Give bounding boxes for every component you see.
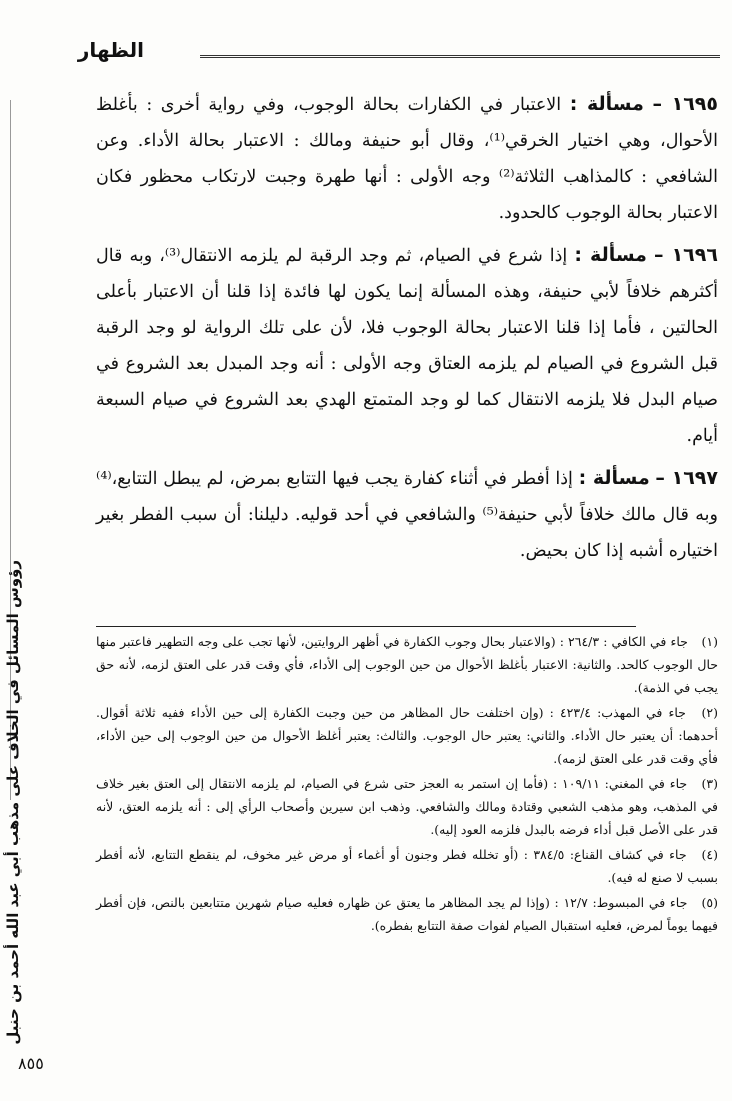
footnote-text: جاء في المبسوط: ١٢/٧ : (وإذا لم يجد المظاهر ما يعتق عن ظهاره فعليه صيام شهرين متتابعين بالنص، فإن أفطر فيهما يوماً لمرض، فعليه استقبال الصيام لفوات صفة التتابع بفطره). xyxy=(96,895,718,933)
footnote-text: جاء في المغني: ١٠٩/١١ : (فأما إن استمر به العجز حتى شرع في الصيام، لم يلزمه الانتقال إلى العتق بغير خلاف في المذهب، وهو مذهب الشعبي وقتادة ومالك والشافعي. وذهب ابن سيرين وأصحاب الرأي إلى : أنه يلزمه العتق، لأنه قدر على الأصل قبل أداء فرضه بالبدل فلزمه العود إليه). xyxy=(96,776,718,837)
issue-label: مسألة : xyxy=(569,93,644,115)
footnote-number: (٤) xyxy=(701,847,718,862)
footnote-number: (٣) xyxy=(701,776,718,791)
footnote-1 xyxy=(96,630,718,699)
footnote-separator xyxy=(96,626,636,627)
page-number: ٨٥٥ xyxy=(18,1054,44,1073)
footnote-number: (١) xyxy=(701,634,718,649)
footnote-number: (٢) xyxy=(701,705,718,720)
issue-1695 xyxy=(96,86,718,231)
chapter-title: الظهار xyxy=(77,38,144,62)
footnotes xyxy=(96,630,718,939)
issue-text: الاعتبار في الكفارات بحالة الوجوب، وفي رواية أخرى : بأغلظ الأحوال، وهي اختيار الخرقي⁽¹⁾، وقال أبو حنيفة ومالك : الاعتبار بحالة الأداء. وعن الشافعي : كالمذاهب الثلاثة⁽²⁾ وجه الأولى : أنها طهرة وجبت لارتكاب محظور فكان الاعتبار بحالة الوجوب كالحدود. xyxy=(96,95,718,223)
header-rule xyxy=(200,55,720,58)
issue-label: مسألة : xyxy=(574,244,647,266)
footnote-2 xyxy=(96,701,718,770)
footnote-5 xyxy=(96,891,718,937)
issue-1696 xyxy=(96,237,718,454)
issue-number: ١٦٩٦ – xyxy=(653,244,718,266)
footnote-number: (٥) xyxy=(701,895,718,910)
book-title-vertical: رؤوس المسائل في الخلاف على مذهب أبي عبد الله أحمد بن حنبل xyxy=(4,560,22,1045)
issue-label: مسألة : xyxy=(578,467,650,489)
footnote-3 xyxy=(96,772,718,841)
footnote-text: جاء في المهذب: ٤٢٣/٤ : (وإن اختلفت حال المظاهر من حين وجبت الكفارة إلى حين الأداء ففيه ثلاثة أقوال. أحدهما: أن يعتبر حال الأداء. والثاني: يعتبر حال الوجوب. والثالث: يعتبر أغلظ الأحوال من حين الوجوب إلى حين الأداء، فأي وقت قدر على العتق لزمه). xyxy=(96,705,718,766)
footnote-text: جاء في كشاف القناع: ٣٨٤/٥ : (أو تخلله فطر وجنون أو أغماء أو مرض غير مخوف، لم ينقطع التتابع، لأنه أفطر بسبب لا صنع له فيه). xyxy=(96,847,718,885)
issue-text: إذا شرع في الصيام، ثم وجد الرقبة لم يلزمه الانتقال⁽³⁾، وبه قال أكثرهم خلافاً لأبي حنيفة، وهذه المسألة إنما يكون لها فائدة إذا قلنا أن الاعتبار بأعلى الحالتين ، فأما إذا قلنا الاعتبار بحالة الوجوب فلا، لأن على تلك الرواية لو وجد الرقبة قبل الشروع في الصيام لم يلزمه العتاق وجه الأولى : أنه وجد المبدل بعد الشروع في صيام البدل فلا يلزمه الانتقال كما لو وجد المتمتع الهدي بعد الشروع في صيام السبعة أيام. xyxy=(96,246,718,446)
footnote-4 xyxy=(96,843,718,889)
issue-1697 xyxy=(96,460,718,569)
footnote-text: جاء في الكافي : ٢٦٤/٣ : (والاعتبار بحال وجوب الكفارة في أظهر الروايتين، لأنها تجب على وجه التطهير فاعتبر منها حال الوجوب كالحد. والثانية: الاعتبار بأغلظ الأحوال من حين الوجوب إلى الأداء، فأي وقت قدر على العتق لزمه، لأنه حق يجب في الذمة). xyxy=(96,634,718,695)
issue-number: ١٦٩٧ – xyxy=(655,467,718,489)
issue-text: إذا أفطر في أثناء كفارة يجب فيها التتابع بمرض، لم يبطل التتابع،⁽⁴⁾ وبه قال مالك خلافاً لأبي حنيفة⁽⁵⁾ والشافعي في أحد قوليه. دليلنا: أن سبب الفطر بغير اختياره أشبه إذا كان بحيض. xyxy=(96,469,719,561)
issue-number: ١٦٩٥ – xyxy=(652,93,718,115)
main-text xyxy=(96,86,718,575)
